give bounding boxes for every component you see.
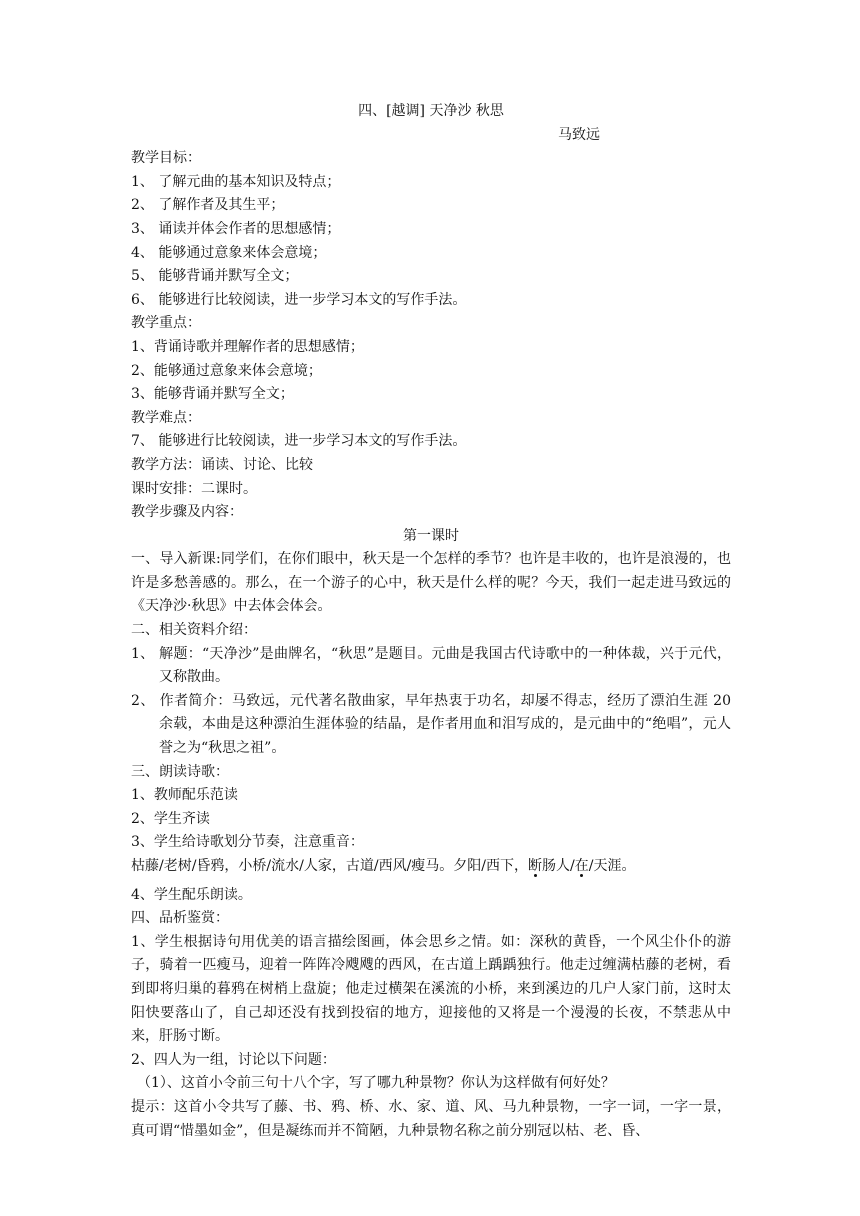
stressed-char: 在 xyxy=(574,858,589,874)
reading-heading: 三、朗读诗歌： xyxy=(131,763,229,780)
poem-rhythm-part: /天涯。 xyxy=(588,858,636,874)
steps-heading: 教学步骤及内容： xyxy=(131,504,243,521)
goal-item: 1、 了解元曲的基本知识及特点； xyxy=(131,173,341,190)
key-point-item: 3、能够背诵并默写全文； xyxy=(131,386,294,403)
difficulty-heading: 教学难点： xyxy=(131,409,201,426)
hint-paragraph: 提示：这首小令共写了藤、书、鸦、桥、水、家、道、风、马九种景物，一字一词，一字一景，真可谓“惜墨如金”，但是凝练而并不简陋，九种景物名称之前分别冠以枯、老、昏、 xyxy=(131,1098,731,1139)
key-point-item: 1、背诵诗歌并理解作者的思想感情； xyxy=(131,338,364,355)
goal-item: 2、 了解作者及其生平； xyxy=(131,197,285,214)
discussion-instruction: 2、四人为一组，讨论以下问题： xyxy=(131,1051,336,1068)
goal-item: 6、 能够进行比较阅读，进一步学习本文的写作手法。 xyxy=(131,291,467,308)
lesson-one-heading: 第一课时 xyxy=(403,527,459,544)
discussion-question: （1）、这首小令前三句十八个字，写了哪九种景物？你认为这样做有何好处？ xyxy=(137,1075,615,1092)
author-name: 马致远 xyxy=(558,126,600,143)
document-page xyxy=(131,100,731,1143)
poem-rhythm-line xyxy=(131,855,731,879)
material-item: 2、 作者简介：马致远，元代著名散曲家，早年热衷于功名，却屡不得志，经历了漂泊生涯 20 余载，本曲是这种漂泊生涯体验的结晶，是作者用血和泪写成的，是元曲中的“绝唱”，元人誉之为“秋思之祖”。 xyxy=(131,692,731,757)
reading-item: 4、学生配乐朗读。 xyxy=(131,886,252,903)
goals-heading: 教学目标： xyxy=(131,150,201,167)
appreciation-heading: 四、品析鉴赏： xyxy=(131,910,229,927)
goal-item: 5、 能够背诵并默写全文； xyxy=(131,268,299,285)
goal-item: 3、 诵读并体会作者的思想感情； xyxy=(131,220,341,237)
poem-rhythm-part: 枯藤/老树/昏鸦，小桥/流水/人家，古道/西风/瘦马。夕阳/西下， xyxy=(131,858,529,874)
reading-item: 1、教师配乐范读 xyxy=(131,787,238,804)
key-point-item: 2、能够通过意象来体会意境； xyxy=(131,362,322,379)
class-schedule: 课时安排：二课时。 xyxy=(131,480,257,497)
materials-heading: 二、相关资料介绍： xyxy=(131,622,257,639)
material-item: 1、 解题：“天净沙”是曲牌名，“秋思”是题目。元曲是我国古代诗歌中的一种体裁，兴于元代，又称散曲。 xyxy=(131,645,731,686)
document-title: 四、[越调] 天净沙 秋思 xyxy=(358,103,504,119)
reading-item: 3、学生给诗歌划分节奏，注意重音： xyxy=(131,834,364,851)
appreciation-paragraph: 1、学生根据诗句用优美的语言描绘图画，体会思乡之情。如：深秋的黄昏，一个风尘仆仆的游子，骑着一匹瘦马，迎着一阵阵冷飕飕的西风，在古道上踽踽独行。他走过缠满枯藤的老树，看到即将归巢的暮鸦在树梢上盘旋；他走过横架在溪流的小桥，来到溪边的几户人家门前，这时太阳快要落山了，自己却还没有找到投宿的地方，迎接他的又将是一个漫漫的长夜，不禁悲从中来，肝肠寸断。 xyxy=(131,933,731,1045)
reading-item: 2、学生齐读 xyxy=(131,810,210,827)
stressed-char: 断 xyxy=(528,858,543,874)
teaching-methods: 教学方法：诵读、讨论、比较 xyxy=(131,456,313,473)
intro-paragraph: 一、导入新课:同学们，在你们眼中，秋天是一个怎样的季节？也许是丰收的，也许是浪漫的，也许是多愁善感的。那么，在一个游子的心中，秋天是什么样的呢？今天，我们一起走进马致远的《天净沙·秋思》中去体会体会。 xyxy=(131,551,731,615)
difficulty-item: 7、 能够进行比较阅读，进一步学习本文的写作手法。 xyxy=(131,433,467,450)
key-points-heading: 教学重点： xyxy=(131,315,201,332)
poem-rhythm-part: 肠人/ xyxy=(542,858,575,874)
goal-item: 4、 能够通过意象来体会意境； xyxy=(131,244,327,261)
